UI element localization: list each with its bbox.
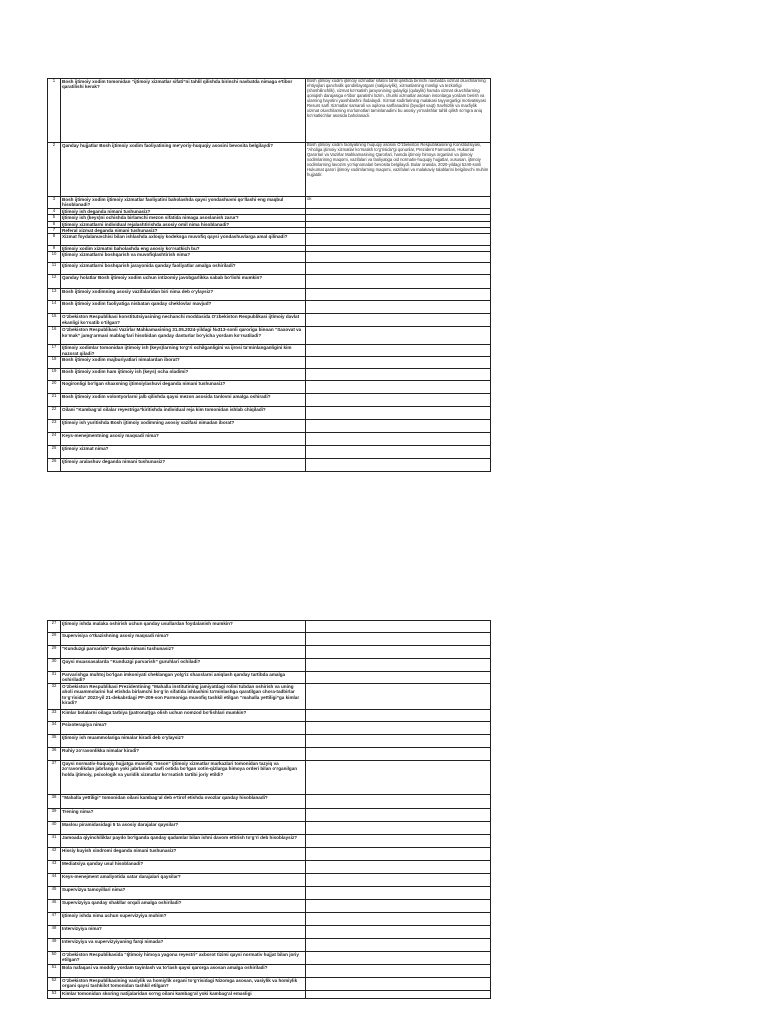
answer-text bbox=[306, 822, 491, 835]
question-number-text: 45 bbox=[51, 886, 57, 891]
table-row bbox=[48, 965, 491, 978]
question-number bbox=[48, 433, 61, 446]
answer-text bbox=[306, 735, 491, 748]
question-number-text: 43 bbox=[51, 860, 57, 865]
table-row bbox=[48, 143, 491, 197]
table-row bbox=[48, 633, 491, 646]
answer-text bbox=[306, 234, 491, 246]
table-row bbox=[48, 710, 491, 722]
question-text: Bosh ijtimoiy xodim ham ijtimoiy ish (keys) ocha oladimi? bbox=[61, 369, 306, 381]
question-number bbox=[48, 345, 61, 357]
answer-text bbox=[306, 252, 491, 263]
question-number-text: 31 bbox=[51, 671, 57, 676]
answer-text bbox=[306, 900, 491, 913]
table-row bbox=[48, 761, 491, 795]
table-row bbox=[48, 446, 491, 459]
question-number-text: 10 bbox=[51, 251, 57, 257]
question-number-text: 9 bbox=[52, 245, 56, 251]
answer-text bbox=[306, 621, 491, 633]
answer-text: Bosh ijtimoiy xodim ijtimoiy xizmatlar sifatini tahlil qilishda birinchi navbatda xizmat oluvchilarning ehtiyojlari qanchalik qondirilayotgani (natijaviylik), xizmatlarning mosligi va tezkorligi (shoshilinchlik), xizmat ko‘rsatish jarayonining qulayligi (qulaylik) hamda xizmat oluvchilarning qoniqish darajasiga e’tibor qaratishi lozim, chunki xizmatlar asosan insonlarga yordam berish va ularning hayotini yaxshilashni ifodalaydi. Xizmat sodirlarining malakasi tayyorgarligi motivatsiyasi Resurs sarfi Xizmatlar samarali va oqilona sarflanadimi (byudjet vaqt) Xavfsizlik va maxfiylik xizmat oluvchilarning ma’lumotlari taminlanadimi bu asosiy yo‘nalishlar tahlil qilish so‘ngra aniq ko‘rsatkichlar asosida baholanadi. bbox=[306, 79, 491, 143]
question-text: Kimlar tomonidan skoring natijalaridan so‘ng oilani kambag‘al yoki kambag‘al emasligi bbox=[61, 991, 306, 999]
table-row bbox=[48, 735, 491, 748]
question-text: Psixoterapiya nima? bbox=[61, 722, 306, 735]
question-number-text: 40 bbox=[51, 821, 57, 826]
table-row bbox=[48, 381, 491, 394]
answer-text bbox=[306, 939, 491, 952]
question-text: Intervizyiya nima? bbox=[61, 926, 306, 939]
answer-text bbox=[306, 659, 491, 672]
table-row bbox=[48, 926, 491, 939]
question-text: Bosh ijtimoiy xodim volontyorlarni jalb qilishda qaysi mezon asosida tanlovni amalga oshiradi? bbox=[61, 394, 306, 407]
table-row bbox=[48, 939, 491, 952]
question-number bbox=[48, 722, 61, 735]
table-row bbox=[48, 234, 491, 246]
question-text: O‘zbekiston Respublikasida “Ijtimoiy himoya yagona reyestri” axborot tizimi qaysi normativ hujjat bilan joriy etilgan? bbox=[61, 952, 306, 965]
question-number-text: 49 bbox=[51, 938, 57, 943]
question-number-text: 7 bbox=[52, 227, 56, 232]
table-row bbox=[48, 991, 491, 999]
question-number-text: 37 bbox=[51, 760, 57, 765]
question-number-text: 52 bbox=[51, 977, 57, 982]
answer-text bbox=[306, 887, 491, 900]
question-number-text: 41 bbox=[51, 834, 57, 839]
question-number-text: 19 bbox=[51, 368, 57, 374]
table-row bbox=[48, 369, 491, 381]
question-text: Ijtimoiy xizmatlarni individual rejalashtirishda asosiy omil nima hisoblanadi? bbox=[61, 221, 306, 227]
table-row bbox=[48, 345, 491, 357]
question-text: Oilani “Kambag‘al oilalar reyestriga”kiritishda individual reja kim tomonidan ishlab chiqiladi? bbox=[61, 407, 306, 420]
question-number bbox=[48, 710, 61, 722]
answer-text bbox=[306, 848, 491, 861]
question-number-text: 46 bbox=[51, 899, 57, 904]
answer-text bbox=[306, 345, 491, 357]
question-text: Supervisiya o‘tkazishning asosiy maqsadi nima? bbox=[61, 633, 306, 646]
question-number-text: 42 bbox=[51, 847, 57, 852]
answer-text bbox=[306, 633, 491, 646]
question-number bbox=[48, 407, 61, 420]
question-number-text: 34 bbox=[51, 721, 57, 726]
question-number-text: 24 bbox=[51, 432, 57, 438]
question-number-text: 44 bbox=[51, 873, 57, 878]
table-row bbox=[48, 848, 491, 861]
table-row bbox=[48, 887, 491, 900]
table-row bbox=[48, 861, 491, 874]
question-number bbox=[48, 394, 61, 407]
answer-text bbox=[306, 381, 491, 394]
question-number bbox=[48, 913, 61, 926]
question-number-text: 33 bbox=[51, 709, 57, 714]
answer-text bbox=[306, 289, 491, 301]
question-text: O‘zbekiston Respublikasi konstitutsiyasining nechanchi moddasida O‘zbekiston Respublikasi ijtimoiy davlat ekanligi ko‘rsatib o‘tilgan? bbox=[61, 314, 306, 327]
question-number-text: 39 bbox=[51, 808, 57, 813]
question-number-text: 47 bbox=[51, 912, 57, 917]
answer-text bbox=[306, 835, 491, 848]
question-number-text: 22 bbox=[51, 406, 57, 412]
question-text: Intervizyiya va supervizyiyaning farqi nimada? bbox=[61, 939, 306, 952]
question-number-text: 11 bbox=[51, 262, 57, 268]
question-number-text: 4 bbox=[52, 208, 56, 213]
question-number bbox=[48, 684, 61, 710]
question-text: Mediatsiya qanday usul hisoblanadi? bbox=[61, 861, 306, 874]
question-number-text: 21 bbox=[51, 393, 57, 399]
question-number bbox=[48, 263, 61, 275]
question-text: “Mahalla yettiligi” tomonidan oilani kambag‘al deb e’tirof etishda ovozlar qanday hisoblanadi? bbox=[61, 795, 306, 809]
question-number bbox=[48, 633, 61, 646]
question-number bbox=[48, 848, 61, 861]
question-number bbox=[48, 991, 61, 999]
question-text: Bosh ijtimoiy xodim tomonidan “ijtimoiy xizmatlar sifati”ni tahlil qilishda birinchi navbatda nimaga e’tibor qaratilishi kerak? bbox=[61, 79, 306, 143]
question-text: Supervizya tamoyillari nima? bbox=[61, 887, 306, 900]
question-text: Bola nafaqasi va moddiy yordam tayinlash va to‘lash qaysi qarorga asosan amalga oshiriladi? bbox=[61, 965, 306, 978]
question-number bbox=[48, 735, 61, 748]
question-number-text: 53 bbox=[51, 990, 57, 995]
answer-text bbox=[306, 991, 491, 999]
table-row bbox=[48, 900, 491, 913]
question-text: Keys-menejment amaliyotida xatar darajalari qaysilar? bbox=[61, 874, 306, 887]
question-text: O‘zbekiston Respublikasi Prezidentining “Mahalla institutining jamiyatdagi rolini tubdan oshirish va uning aholi muammolarini hal etishda birlamchi bo‘g‘in sifatida ishlashini ta’minlashga qaratilgan chora-tadbirlar to‘g‘risida” 2023-yil 21-dekabrdagi PF-209-son Farmoniga muvofiq tashkil etilgan “mahalla yettiligi”ga kimlar kiradi? bbox=[61, 684, 306, 710]
table-row bbox=[48, 301, 491, 314]
table-row bbox=[48, 795, 491, 809]
question-number bbox=[48, 659, 61, 672]
answer-text bbox=[306, 761, 491, 795]
question-number-text: 26 bbox=[51, 458, 57, 464]
question-number bbox=[48, 809, 61, 822]
question-number-text: 30 bbox=[51, 658, 57, 663]
question-number bbox=[48, 252, 61, 263]
question-text: Ijtimoiy xodim xizmatni baholashda eng asosiy ko‘rsatkich bu? bbox=[61, 246, 306, 252]
question-text: Bosh ijtimoiy xodim majburiyatlari nimalardan iborat? bbox=[61, 357, 306, 369]
answer-text bbox=[306, 327, 491, 345]
answer-text bbox=[306, 459, 491, 472]
table-row bbox=[48, 672, 491, 684]
table-row bbox=[48, 722, 491, 735]
table-row bbox=[48, 327, 491, 345]
question-text: Ijtimoiy ish (keys)ni ochishda birlamchi mezon sifatida nimaga asoslanish zarur? bbox=[61, 215, 306, 221]
question-text: Ijtimoiy xizmat nima? bbox=[61, 446, 306, 459]
question-number bbox=[48, 939, 61, 952]
question-text: Xizmat foydalanuvchisi bilan ishlashda axloqiy kodeksga muvofiq qaysi yondashuvlarga amal qilinadi? bbox=[61, 234, 306, 246]
question-number bbox=[48, 459, 61, 472]
question-number-text: 5 bbox=[52, 214, 56, 220]
question-number bbox=[48, 952, 61, 965]
question-number bbox=[48, 874, 61, 887]
answer-text bbox=[306, 748, 491, 761]
question-text: Trening nima? bbox=[61, 809, 306, 822]
question-text: “Kunduzgi parvarish” deganda nimani tushunasiz? bbox=[61, 646, 306, 659]
question-number-text: 15 bbox=[51, 313, 57, 319]
question-number bbox=[48, 381, 61, 394]
table-row bbox=[48, 357, 491, 369]
question-number bbox=[48, 835, 61, 848]
question-number bbox=[48, 197, 61, 209]
question-number-text: 17 bbox=[51, 344, 57, 350]
question-number bbox=[48, 301, 61, 314]
table-row bbox=[48, 952, 491, 965]
table-row bbox=[48, 835, 491, 848]
question-text: Qaysi muassasalarda “Kunduzgi parvarish” guruhlari ochiladi? bbox=[61, 659, 306, 672]
question-number bbox=[48, 795, 61, 809]
question-number-text: 8 bbox=[52, 233, 56, 239]
question-text: Qaysi normativ-huquqiy hujjatga muvofiq “Inson” ijtimoiy xizmatlar markazlari tomonidan tazyiq va zo‘ravonlikdan jabrlangan yoki jabrlanish xavfi ostida bo‘lgan xotin-qizlarga himoya orderi bilan o‘rganilgan holda ijtimoiy, psixologik va yuridik xizmatlar ko‘rsatish tartibi joriy etildi? bbox=[61, 761, 306, 795]
question-text: Supervizyiya qanday shakllar orqali amalga oshiriladi? bbox=[61, 900, 306, 913]
question-text: Ijtimoiy ish deganda nimani tushunasiz? bbox=[61, 209, 306, 215]
answer-text: Bosh ijtimoiy xodim faoliyatining huquqiy asosini O‘zbekiston Respublikasining Konstitutsiyasi, “Aholiga ijtimoiy xizmatlar ko‘rsatish to‘g‘risida”gi qonunlar, Prezident Farmonlari, Hukumat Qarorlari va Vazirlar Mahkamasining Qarorlari, hamda ijtimoiy himoya organlari va ijtimoiy xodimlarining maqomi, vazifalari va faoliyatiga oid normativ-huquqiy hujjatlar, xususan, ijtimoiy xodimlarning lavozim yo‘riqnomalari bevosita belgilaydi. Bular orasida, 2020-yildagi 5240-sonli Hukumat qarori ijtimoiy xodimlarning maqomi, vazifalari va malakaviy talablarini belgilovchi muhim hujjatdir. bbox=[306, 143, 491, 197]
question-number bbox=[48, 822, 61, 835]
question-text: Bosh ijtimoiy xodim ijtimoiy xizmatlar faoliyatini baholashda qaysi yondashuvni qo‘llashi eng maqbul hisoblanadi? bbox=[61, 197, 306, 209]
questions-table-bottom bbox=[47, 620, 491, 999]
answer-text bbox=[306, 369, 491, 381]
question-text: O‘zbekiston Respublikasi Vazirlar Mahkamasining 31.05.2024-yildagi №313-sonli qaroriga binoan “Saxovat va ko‘mak” jamg‘armasi mablag‘lari hisobidan qanday dasturlar bo‘yicha yordam ko‘rsatiladi? bbox=[61, 327, 306, 345]
question-number bbox=[48, 761, 61, 795]
answer-text bbox=[306, 672, 491, 684]
question-number-text: 23 bbox=[51, 419, 57, 425]
answer-text bbox=[306, 684, 491, 710]
question-number-text: 32 bbox=[51, 683, 57, 688]
answer-text bbox=[306, 965, 491, 978]
table-row bbox=[48, 263, 491, 275]
table-row bbox=[48, 394, 491, 407]
table-row bbox=[48, 314, 491, 327]
question-number-text: 3 bbox=[52, 196, 56, 201]
question-number-text: 2 bbox=[52, 142, 56, 147]
table-row bbox=[48, 197, 491, 209]
question-text: Bosh ijtimoiy xodim faoliyatiga nisbatan qanday cheklovlar mavjud? bbox=[61, 301, 306, 314]
table-row bbox=[48, 407, 491, 420]
answer-text bbox=[306, 861, 491, 874]
question-number bbox=[48, 965, 61, 978]
table-row bbox=[48, 646, 491, 659]
question-number bbox=[48, 672, 61, 684]
question-text: Ijtimoiy ishda malaka oshirish uchun qanday usullardan foydalanish mumkin? bbox=[61, 621, 306, 633]
question-number-text: 27 bbox=[51, 620, 57, 625]
question-number bbox=[48, 420, 61, 433]
answer-text bbox=[306, 314, 491, 327]
question-text: Bosh ijtimoiy xodimning asosiy vazifalaridan biri nima deb o‘ylaysiz? bbox=[61, 289, 306, 301]
answer-text bbox=[306, 795, 491, 809]
question-number-text: 16 bbox=[51, 326, 57, 332]
question-number-text: 25 bbox=[51, 445, 57, 451]
question-number bbox=[48, 143, 61, 197]
question-number bbox=[48, 79, 61, 143]
table-row bbox=[48, 684, 491, 710]
table-row bbox=[48, 79, 491, 143]
table-row bbox=[48, 978, 491, 991]
table-row bbox=[48, 459, 491, 472]
question-number-text: 18 bbox=[51, 356, 57, 362]
answer-text bbox=[306, 809, 491, 822]
answer-text bbox=[306, 710, 491, 722]
answer-text bbox=[306, 433, 491, 446]
answer-text bbox=[306, 952, 491, 965]
table-row bbox=[48, 874, 491, 887]
question-number-text: 38 bbox=[51, 794, 57, 799]
table-row bbox=[48, 659, 491, 672]
question-number-text: 50 bbox=[51, 951, 57, 956]
question-number bbox=[48, 887, 61, 900]
question-text: Keys-menejmentning asosiy maqsadi nima? bbox=[61, 433, 306, 446]
answer-text bbox=[306, 263, 491, 275]
question-number bbox=[48, 978, 61, 991]
table-row bbox=[48, 252, 491, 263]
question-text: Nogironligi bo‘lgan shaxsning ijtimoiylashuvi deganda nimani tushunasiz? bbox=[61, 381, 306, 394]
question-number bbox=[48, 621, 61, 633]
answer-text bbox=[306, 407, 491, 420]
question-text: Parvarishga muhtoj bo‘lgan imkoniyati cheklangan yolg‘iz shaxslarni aniqlash qanday tartibda amalga oshiriladi? bbox=[61, 672, 306, 684]
question-text: Ijtimoiy ishda nima uchun supervizyiya muhim? bbox=[61, 913, 306, 926]
question-text: Qanday holatlar Bosh ijtimoiy xodim uchun intizomiy javobgarlikka sabab bo‘lishi mumkin? bbox=[61, 275, 306, 289]
question-text: Ijtimoiy aralashuv deganda nimani tushunasiz? bbox=[61, 459, 306, 472]
question-number-text: 48 bbox=[51, 925, 57, 930]
answer-text bbox=[306, 926, 491, 939]
answer-text bbox=[306, 420, 491, 433]
question-number-text: 51 bbox=[51, 964, 57, 969]
question-number bbox=[48, 861, 61, 874]
answer-text bbox=[306, 978, 491, 991]
question-number bbox=[48, 234, 61, 246]
answer-text bbox=[306, 275, 491, 289]
answer-text: ok bbox=[306, 197, 491, 209]
questions-table-top bbox=[47, 78, 491, 472]
answer-text bbox=[306, 357, 491, 369]
question-text: Qanday hujjatlar Bosh ijtimoiy xodim faoliyatining me’yoriy-huquqiy asosini bevosita belgilaydi? bbox=[61, 143, 306, 197]
question-text: Hissiy kuyish sindromi deganda nimani tushunasiz? bbox=[61, 848, 306, 861]
answer-text bbox=[306, 913, 491, 926]
question-number bbox=[48, 327, 61, 345]
question-number-text: 14 bbox=[51, 300, 57, 306]
table-row bbox=[48, 809, 491, 822]
table-row bbox=[48, 289, 491, 301]
question-number bbox=[48, 357, 61, 369]
question-number-text: 35 bbox=[51, 734, 57, 739]
question-number bbox=[48, 289, 61, 301]
question-number bbox=[48, 369, 61, 381]
answer-text bbox=[306, 722, 491, 735]
answer-text bbox=[306, 394, 491, 407]
question-text: Ijtimoiy xizmatlarni boshqarish va muvofiqlashtirish nima? bbox=[61, 252, 306, 263]
table-row bbox=[48, 433, 491, 446]
question-number-text: 20 bbox=[51, 380, 57, 386]
question-text: Ijtimoiy xodimlar tomonidan ijtimoiy ish (keys)larning to‘g‘ri ochilganligini va ijrosi ta’minlanganligini kim nazorat qiladi? bbox=[61, 345, 306, 357]
question-number bbox=[48, 748, 61, 761]
question-number bbox=[48, 646, 61, 659]
table-row bbox=[48, 913, 491, 926]
question-number-text: 13 bbox=[51, 288, 57, 294]
question-number-text: 6 bbox=[52, 221, 56, 226]
question-text: O‘zbekiston Respublikasining vasiylik va homiylik organi to‘g‘risidagi Nizomga asosan, vasiylik va homiylik organi qaysi tashkilot tomonidan tashkil etilgan? bbox=[61, 978, 306, 991]
answer-text bbox=[306, 301, 491, 314]
question-number-text: 1 bbox=[52, 78, 56, 83]
table-row bbox=[48, 621, 491, 633]
question-number-text: 29 bbox=[51, 645, 57, 650]
question-number bbox=[48, 446, 61, 459]
table-row bbox=[48, 275, 491, 289]
question-number-text: 12 bbox=[51, 274, 57, 280]
question-number-text: 36 bbox=[51, 747, 57, 752]
question-number bbox=[48, 275, 61, 289]
answer-text bbox=[306, 874, 491, 887]
question-text: Ijtimoiy ish muammolariga nimalar kiradi deb o‘ylaysiz? bbox=[61, 735, 306, 748]
question-text: Ijtimoiy ish yuritishda Bosh ijtimoiy xodimning asosiy vazifasi nimadan iborat? bbox=[61, 420, 306, 433]
answer-text bbox=[306, 446, 491, 459]
table-row bbox=[48, 748, 491, 761]
table-row bbox=[48, 420, 491, 433]
question-text: Referal xizmat deganda nimani tushunasiz? bbox=[61, 227, 306, 233]
table-row bbox=[48, 822, 491, 835]
question-text: Ruhiy zo‘ravonlikka nimalar kiradi? bbox=[61, 748, 306, 761]
question-text: Jamoada qiyinchiliklar paydo bo‘lganda qanday qadamlar bilan ishni davom ettirish to‘g‘ri deb hisoblaysiz? bbox=[61, 835, 306, 848]
question-number bbox=[48, 314, 61, 327]
question-text: Maslou piramidasidagi 5 ta asosiy darajalar qaysilar? bbox=[61, 822, 306, 835]
answer-text bbox=[306, 646, 491, 659]
question-text: Kimlar bolalarni oilaga tarbiya (patronat)ga olish uchun nomzod bo‘lishlari mumkin? bbox=[61, 710, 306, 722]
question-number bbox=[48, 926, 61, 939]
question-number bbox=[48, 900, 61, 913]
question-text: Ijtimoiy xizmatlarni boshqarish jarayonida qanday faoliyatlar amalga oshiriladi? bbox=[61, 263, 306, 275]
question-number-text: 28 bbox=[51, 632, 57, 637]
